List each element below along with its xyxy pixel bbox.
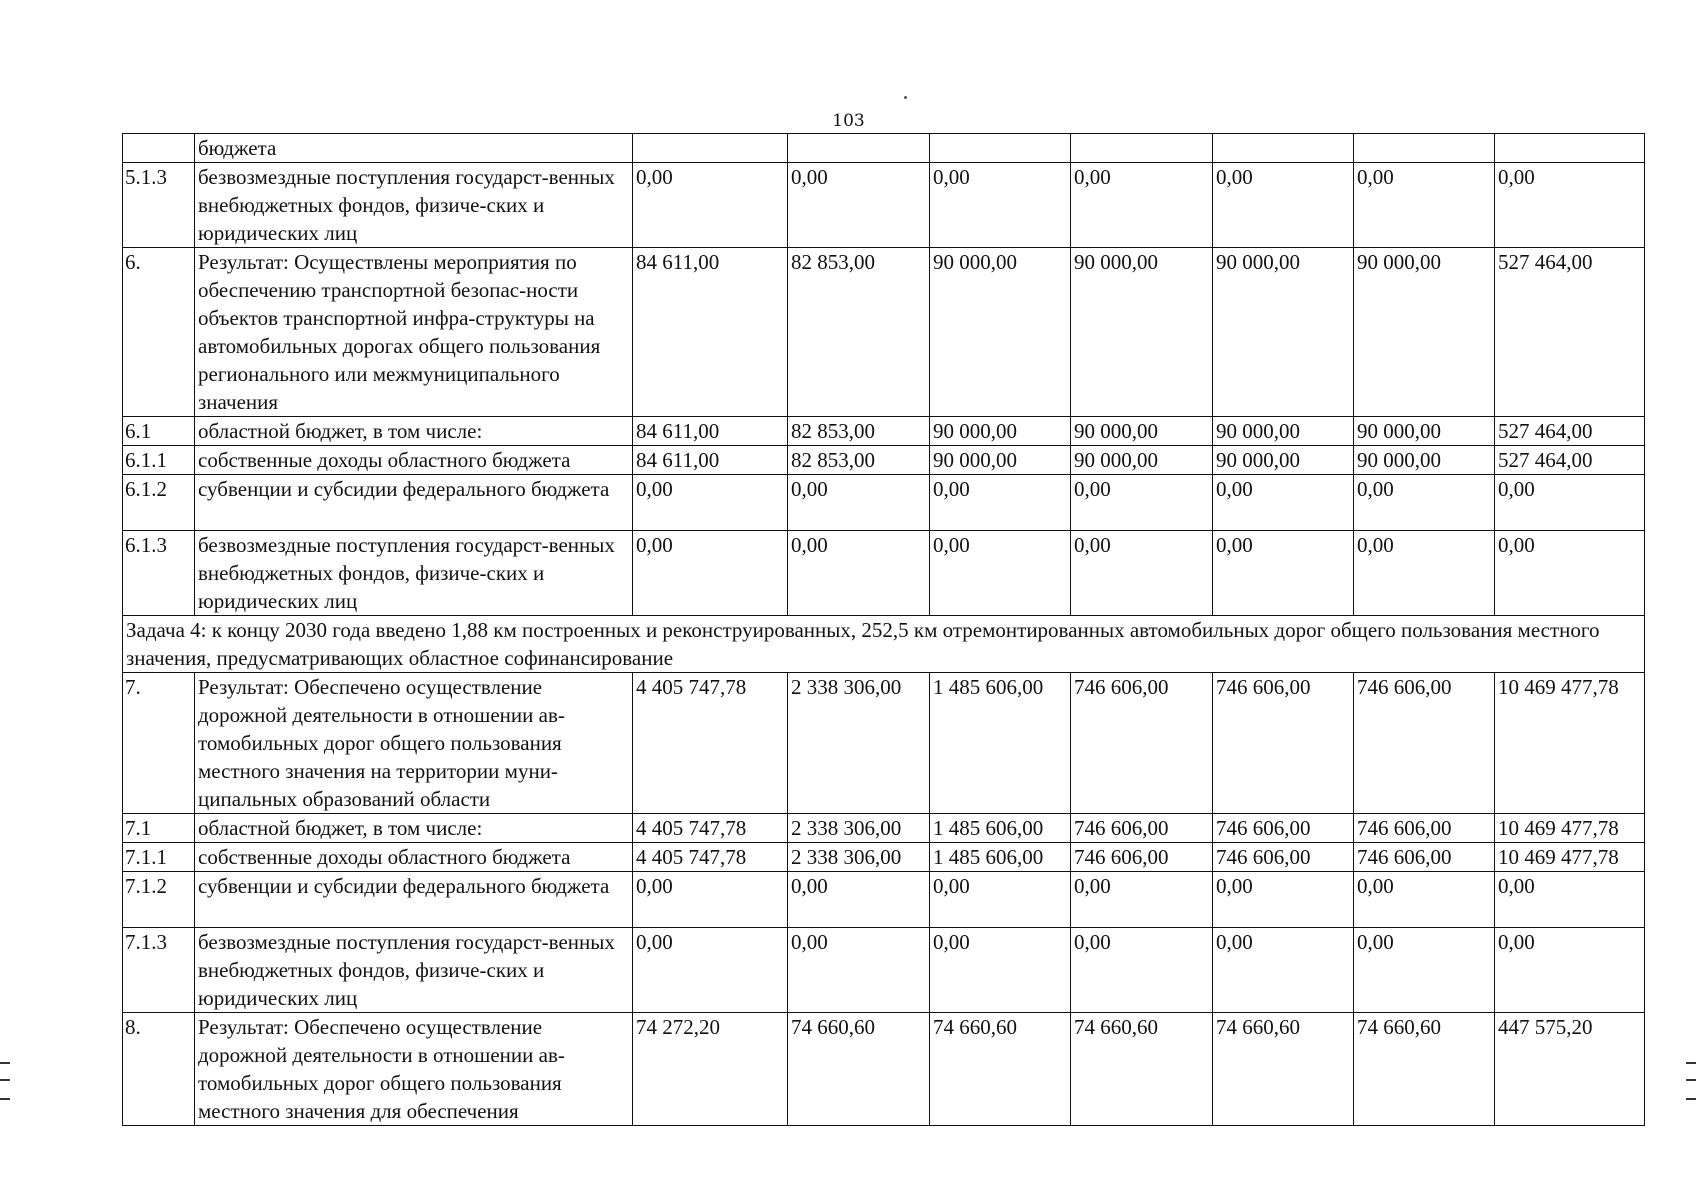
value-cell-1: 0,00	[633, 928, 788, 1013]
value-cell-5: 746 606,00	[1213, 814, 1354, 843]
value-cell-5: 0,00	[1213, 163, 1354, 248]
value-cell-1: 84 611,00	[633, 248, 788, 417]
value-cell-3	[930, 134, 1071, 163]
value-cell-7: 527 464,00	[1495, 417, 1645, 446]
value-cell-6: 0,00	[1354, 872, 1495, 928]
row-code: 8.	[123, 1013, 195, 1126]
table-row	[123, 1013, 1645, 1126]
value-cell-3: 90 000,00	[930, 248, 1071, 417]
value-cell-1: 74 272,20	[633, 1013, 788, 1126]
value-cell-3: 0,00	[930, 475, 1071, 531]
row-code: 6.1.3	[123, 531, 195, 616]
value-cell-2: 0,00	[788, 531, 930, 616]
value-cell-5: 0,00	[1213, 928, 1354, 1013]
row-name: безвозмездные поступления государст-венных внебюджетных фондов, физиче-ских и юридических лиц	[195, 531, 633, 616]
value-cell-3: 74 660,60	[930, 1013, 1071, 1126]
value-cell-3: 1 485 606,00	[930, 673, 1071, 814]
value-cell-6: 90 000,00	[1354, 446, 1495, 475]
value-cell-6: 90 000,00	[1354, 248, 1495, 417]
value-cell-1: 0,00	[633, 475, 788, 531]
value-cell-6: 0,00	[1354, 531, 1495, 616]
value-cell-1: 0,00	[633, 531, 788, 616]
value-cell-4: 0,00	[1071, 872, 1213, 928]
row-code: 7.1.3	[123, 928, 195, 1013]
value-cell-2: 0,00	[788, 475, 930, 531]
value-cell-7: 527 464,00	[1495, 446, 1645, 475]
row-code: 7.	[123, 673, 195, 814]
value-cell-7: 0,00	[1495, 531, 1645, 616]
value-cell-2: 2 338 306,00	[788, 673, 930, 814]
row-code: 6.	[123, 248, 195, 417]
budget-table	[122, 133, 1645, 1126]
value-cell-3: 0,00	[930, 928, 1071, 1013]
value-cell-7: 0,00	[1495, 872, 1645, 928]
page-number: 103	[832, 111, 865, 131]
value-cell-1: 0,00	[633, 872, 788, 928]
value-cell-3: 0,00	[930, 531, 1071, 616]
value-cell-7: 10 469 477,78	[1495, 814, 1645, 843]
value-cell-1: 4 405 747,78	[633, 843, 788, 872]
value-cell-7: 0,00	[1495, 928, 1645, 1013]
row-name: областной бюджет, в том числе:	[195, 417, 633, 446]
table-row	[123, 446, 1645, 475]
value-cell-7: 0,00	[1495, 163, 1645, 248]
value-cell-6: 90 000,00	[1354, 417, 1495, 446]
table-row	[123, 814, 1645, 843]
value-cell-4: 746 606,00	[1071, 673, 1213, 814]
right-margin-mark	[1686, 1062, 1696, 1100]
row-name: безвозмездные поступления государст-венных внебюджетных фондов, физиче-ских и юридических лиц	[195, 928, 633, 1013]
value-cell-4: 0,00	[1071, 531, 1213, 616]
value-cell-2: 74 660,60	[788, 1013, 930, 1126]
value-cell-4: 74 660,60	[1071, 1013, 1213, 1126]
value-cell-4: 90 000,00	[1071, 417, 1213, 446]
value-cell-7: 527 464,00	[1495, 248, 1645, 417]
value-cell-3: 90 000,00	[930, 446, 1071, 475]
scan-speck	[904, 96, 907, 99]
row-name: собственные доходы областного бюджета	[195, 446, 633, 475]
value-cell-2: 2 338 306,00	[788, 814, 930, 843]
row-name: Результат: Обеспечено осуществление дорожной деятельности в отношении ав-томобильных дорог общего пользования местного значения для обеспечения	[195, 1013, 633, 1126]
table-row	[123, 673, 1645, 814]
value-cell-5: 0,00	[1213, 475, 1354, 531]
value-cell-5: 90 000,00	[1213, 446, 1354, 475]
left-margin-mark	[0, 1062, 10, 1100]
row-code: 6.1	[123, 417, 195, 446]
value-cell-2: 0,00	[788, 928, 930, 1013]
value-cell-3: 90 000,00	[930, 417, 1071, 446]
value-cell-4: 90 000,00	[1071, 446, 1213, 475]
value-cell-5: 746 606,00	[1213, 843, 1354, 872]
task-row	[123, 616, 1645, 673]
table-row	[123, 928, 1645, 1013]
value-cell-7	[1495, 134, 1645, 163]
value-cell-4: 0,00	[1071, 475, 1213, 531]
value-cell-6: 0,00	[1354, 163, 1495, 248]
value-cell-5: 90 000,00	[1213, 248, 1354, 417]
value-cell-7: 0,00	[1495, 475, 1645, 531]
row-code: 7.1	[123, 814, 195, 843]
budget-table-body	[123, 134, 1645, 1126]
value-cell-1: 4 405 747,78	[633, 814, 788, 843]
row-code	[123, 134, 195, 163]
value-cell-2: 82 853,00	[788, 248, 930, 417]
value-cell-5: 90 000,00	[1213, 417, 1354, 446]
value-cell-6: 746 606,00	[1354, 843, 1495, 872]
budget-table-container	[122, 133, 1644, 1126]
value-cell-4: 90 000,00	[1071, 248, 1213, 417]
value-cell-6: 0,00	[1354, 475, 1495, 531]
table-row	[123, 531, 1645, 616]
value-cell-1: 0,00	[633, 163, 788, 248]
value-cell-4: 746 606,00	[1071, 814, 1213, 843]
value-cell-2: 82 853,00	[788, 446, 930, 475]
value-cell-3: 0,00	[930, 872, 1071, 928]
value-cell-5: 0,00	[1213, 531, 1354, 616]
table-row	[123, 163, 1645, 248]
value-cell-3: 1 485 606,00	[930, 814, 1071, 843]
row-code: 6.1.2	[123, 475, 195, 531]
table-row	[123, 417, 1645, 446]
value-cell-6: 746 606,00	[1354, 814, 1495, 843]
value-cell-4	[1071, 134, 1213, 163]
row-name: Результат: Осуществлены мероприятия по обеспечению транспортной безопас-ности объектов транспортной инфра-структуры на автомобильных дорогах общего пользования регионального или межмуниципального значения	[195, 248, 633, 417]
value-cell-5: 746 606,00	[1213, 673, 1354, 814]
task-description: Задача 4: к концу 2030 года введено 1,88 км построенных и реконструированных, 252,5 км отремонтированных автомобильных дорог общего пользования местного значения, предусматривающих областное софинансирование	[123, 616, 1645, 673]
value-cell-6: 0,00	[1354, 928, 1495, 1013]
value-cell-1: 84 611,00	[633, 417, 788, 446]
row-name: бюджета	[195, 134, 633, 163]
row-code: 7.1.1	[123, 843, 195, 872]
row-name: Результат: Обеспечено осуществление дорожной деятельности в отношении ав-томобильных дорог общего пользования местного значения на территории муни-ципальных образований области	[195, 673, 633, 814]
row-name: субвенции и субсидии федерального бюджета	[195, 475, 633, 531]
value-cell-7: 447 575,20	[1495, 1013, 1645, 1126]
value-cell-4: 0,00	[1071, 928, 1213, 1013]
row-name: безвозмездные поступления государст-венных внебюджетных фондов, физиче-ских и юридических лиц	[195, 163, 633, 248]
table-row	[123, 134, 1645, 163]
value-cell-1: 4 405 747,78	[633, 673, 788, 814]
value-cell-3: 1 485 606,00	[930, 843, 1071, 872]
value-cell-5: 74 660,60	[1213, 1013, 1354, 1126]
value-cell-1: 84 611,00	[633, 446, 788, 475]
value-cell-1	[633, 134, 788, 163]
table-row	[123, 872, 1645, 928]
value-cell-3: 0,00	[930, 163, 1071, 248]
value-cell-2	[788, 134, 930, 163]
value-cell-7: 10 469 477,78	[1495, 843, 1645, 872]
row-name: собственные доходы областного бюджета	[195, 843, 633, 872]
value-cell-2: 2 338 306,00	[788, 843, 930, 872]
value-cell-5	[1213, 134, 1354, 163]
value-cell-4: 0,00	[1071, 163, 1213, 248]
row-code: 5.1.3	[123, 163, 195, 248]
row-name: областной бюджет, в том числе:	[195, 814, 633, 843]
table-row	[123, 475, 1645, 531]
row-code: 7.1.2	[123, 872, 195, 928]
value-cell-2: 82 853,00	[788, 417, 930, 446]
value-cell-6: 74 660,60	[1354, 1013, 1495, 1126]
row-name: субвенции и субсидии федерального бюджета	[195, 872, 633, 928]
value-cell-7: 10 469 477,78	[1495, 673, 1645, 814]
table-row	[123, 248, 1645, 417]
value-cell-4: 746 606,00	[1071, 843, 1213, 872]
table-row	[123, 843, 1645, 872]
value-cell-6	[1354, 134, 1495, 163]
value-cell-2: 0,00	[788, 163, 930, 248]
value-cell-5: 0,00	[1213, 872, 1354, 928]
value-cell-2: 0,00	[788, 872, 930, 928]
row-code: 6.1.1	[123, 446, 195, 475]
value-cell-6: 746 606,00	[1354, 673, 1495, 814]
